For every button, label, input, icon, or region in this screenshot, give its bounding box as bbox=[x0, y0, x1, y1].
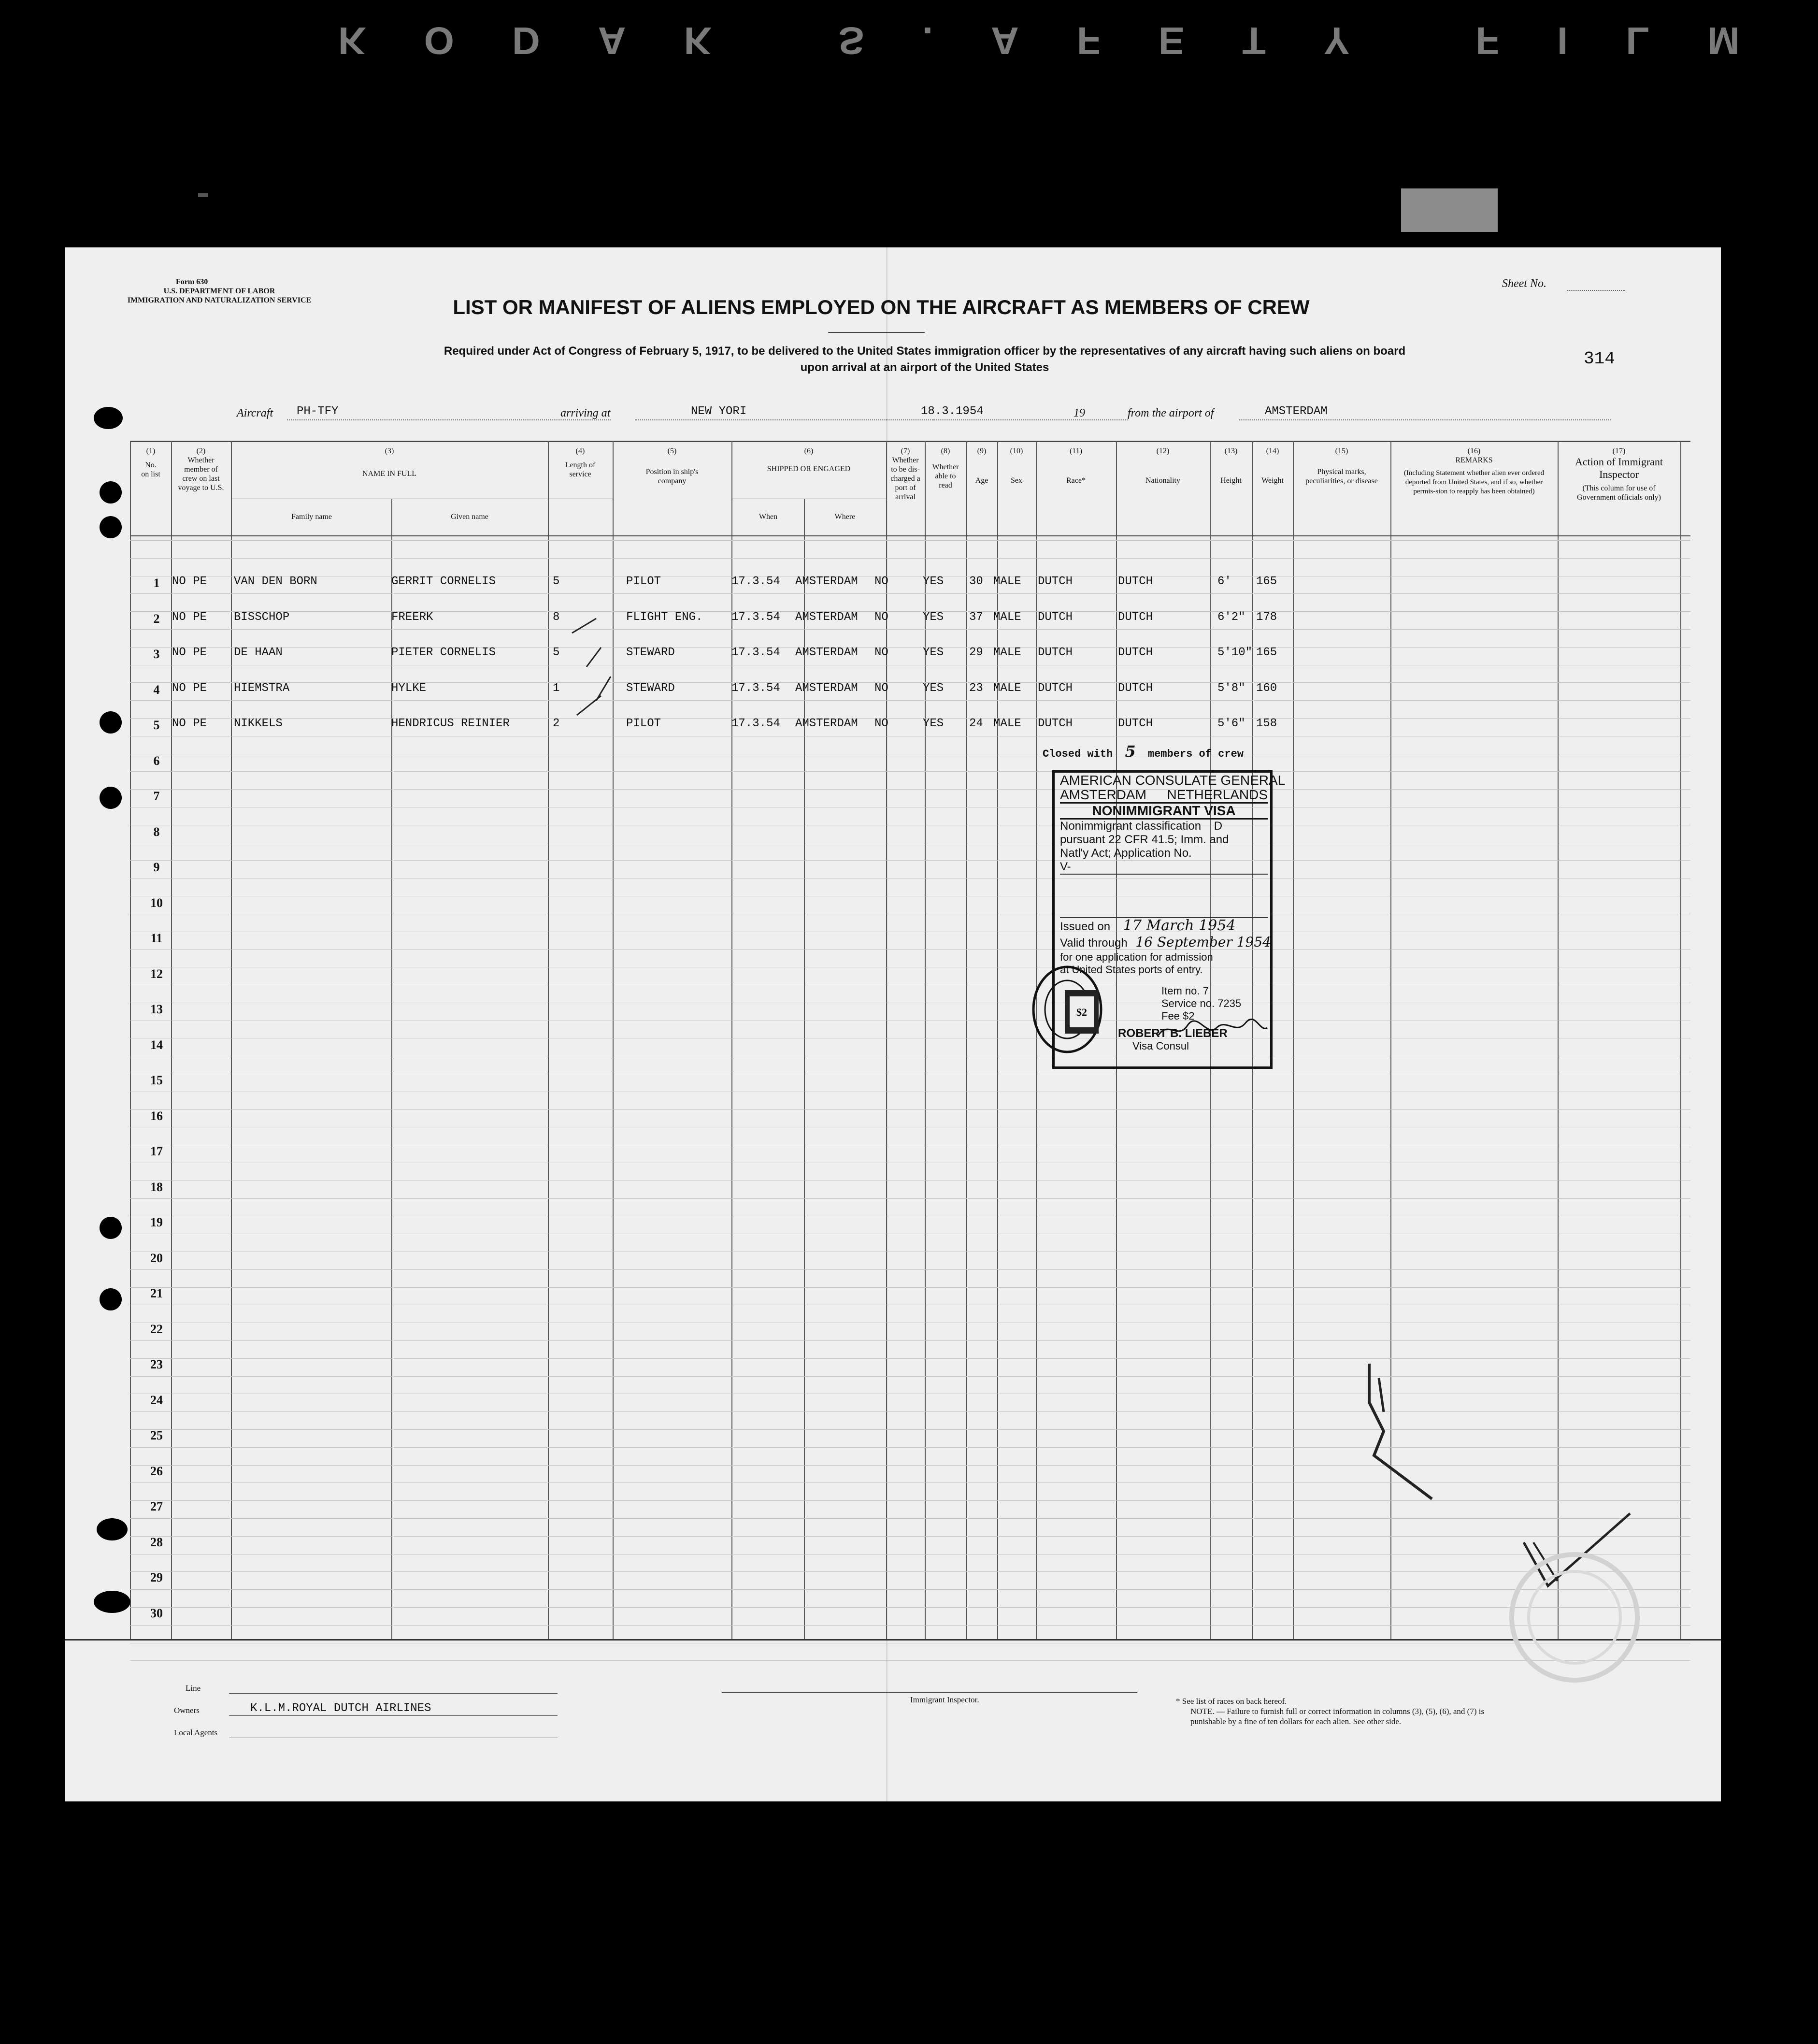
crew-height: 6'2" bbox=[1217, 610, 1245, 624]
row-rule bbox=[130, 1554, 1690, 1555]
visa-issued-date: 17 March 1954 bbox=[1123, 917, 1236, 934]
consulate-seal bbox=[1031, 964, 1103, 1055]
col11-num: (11) bbox=[1069, 447, 1083, 455]
punch-hole bbox=[94, 407, 123, 429]
col7-num: (7) bbox=[901, 447, 910, 455]
crew-service: 2 bbox=[553, 717, 560, 730]
crew-height: 6' bbox=[1217, 575, 1231, 588]
closed-with-note bbox=[1043, 742, 1244, 761]
col8-label: Whether able to read bbox=[932, 463, 959, 489]
table-top-rule bbox=[130, 441, 1690, 442]
crew-nationality: DUTCH bbox=[1118, 646, 1153, 659]
col10-header bbox=[998, 446, 1035, 485]
col13-label: Height bbox=[1220, 476, 1242, 485]
col2-num: (2) bbox=[196, 447, 206, 455]
col14-header bbox=[1253, 446, 1292, 485]
col15-label: Physical marks, peculiarities, or disease bbox=[1305, 468, 1378, 485]
crew-given-name: HENDRICUS REINIER bbox=[391, 717, 510, 730]
crew-read: YES bbox=[923, 646, 944, 659]
col1-num: (1) bbox=[146, 447, 156, 455]
crew-where: AMSTERDAM bbox=[795, 646, 858, 659]
crew-position: STEWARD bbox=[626, 681, 675, 695]
crew-last-voyage: NO PE bbox=[172, 575, 207, 588]
col16-header bbox=[1391, 446, 1557, 496]
row-rule bbox=[130, 1625, 1690, 1626]
col17-header bbox=[1559, 446, 1679, 502]
row-rule bbox=[130, 647, 1690, 648]
visa-line6: Natl'y Act; Application No. bbox=[1060, 847, 1192, 860]
visa-class-label: Nonimmigrant classification bbox=[1060, 820, 1202, 833]
row-rule bbox=[130, 629, 1690, 630]
visa-line5: pursuant 22 CFR 41.5; Imm. and bbox=[1060, 833, 1229, 846]
visa-line4 bbox=[1060, 820, 1268, 833]
film-edge-marking: KODAK S.AFETY FILM bbox=[338, 19, 1798, 62]
crew-race: DUTCH bbox=[1038, 717, 1073, 730]
row-rule bbox=[130, 1518, 1690, 1519]
row-number: 27 bbox=[150, 1499, 163, 1513]
footnote-penalty-2: punishable by a fine of ten dollars for each alien. See other side. bbox=[1190, 1717, 1402, 1726]
row-rule bbox=[130, 1536, 1690, 1537]
crew-nationality: DUTCH bbox=[1118, 610, 1153, 624]
crew-where: AMSTERDAM bbox=[795, 610, 858, 624]
crew-when: 17.3.54 bbox=[731, 681, 780, 695]
crew-last-voyage: NO PE bbox=[172, 681, 207, 695]
film-tab bbox=[1401, 188, 1498, 232]
crew-service: 5 bbox=[553, 646, 560, 659]
punch-hole bbox=[97, 1518, 128, 1540]
row-number: 21 bbox=[150, 1286, 163, 1300]
subtitle-line1: Required under Act of Congress of February 5, 1917, to be delivered to the United States immigration officer by the representatives of any aircraft having such aliens on board bbox=[444, 345, 1406, 358]
row-number: 28 bbox=[150, 1535, 163, 1549]
row-number: 23 bbox=[150, 1357, 163, 1371]
visa-city: AMSTERDAM bbox=[1060, 787, 1146, 802]
col5-header bbox=[614, 446, 730, 486]
row-rule bbox=[130, 1358, 1690, 1359]
row-number: 22 bbox=[150, 1322, 163, 1336]
col13-header bbox=[1211, 446, 1251, 485]
col3a-label: Family name bbox=[291, 513, 332, 521]
film-tick bbox=[198, 193, 208, 197]
crew-discharged: NO bbox=[874, 717, 888, 730]
visa-line10: for one application for admission bbox=[1060, 951, 1213, 963]
visa-issued-label: Issued on bbox=[1060, 920, 1111, 933]
row-rule bbox=[130, 682, 1690, 683]
crew-discharged: NO bbox=[874, 610, 888, 624]
crew-position: STEWARD bbox=[626, 646, 675, 659]
row-rule bbox=[130, 593, 1690, 594]
crew-read: YES bbox=[923, 717, 944, 730]
row-number: 1 bbox=[153, 576, 160, 590]
row-rule bbox=[130, 1429, 1690, 1430]
embossed-seal bbox=[1504, 1547, 1645, 1687]
col4-label: Length of service bbox=[565, 461, 596, 478]
col9-num: (9) bbox=[977, 447, 987, 455]
crew-family-name: HIEMSTRA bbox=[234, 681, 290, 695]
crew-age: 24 bbox=[969, 717, 983, 730]
col16-label: REMARKS bbox=[1455, 456, 1493, 464]
punch-hole bbox=[100, 1217, 122, 1239]
arriving-value: NEW YORI bbox=[691, 405, 747, 418]
form-header bbox=[123, 277, 316, 305]
visa-issued bbox=[1060, 918, 1268, 935]
col12-header bbox=[1117, 446, 1209, 485]
col4-header bbox=[549, 446, 612, 479]
col2-header bbox=[172, 446, 230, 492]
row-rule bbox=[130, 1660, 1690, 1661]
col-border-16 bbox=[1558, 441, 1559, 1639]
row-rule bbox=[130, 789, 1690, 790]
row-rule bbox=[130, 1607, 1690, 1608]
row-rule bbox=[130, 1411, 1690, 1412]
col6-num: (6) bbox=[804, 447, 814, 455]
visa-fee: Fee $2 bbox=[1161, 1010, 1195, 1022]
crew-height: 5'6" bbox=[1217, 717, 1245, 730]
crew-race: DUTCH bbox=[1038, 610, 1073, 624]
row-number: 18 bbox=[150, 1180, 163, 1194]
row-number: 30 bbox=[150, 1606, 163, 1620]
crew-given-name: PIETER CORNELIS bbox=[391, 646, 496, 659]
crew-service: 1 bbox=[553, 681, 560, 695]
col5-label: Position in ship's company bbox=[645, 468, 699, 485]
col-border-3a bbox=[391, 499, 392, 1639]
row-rule bbox=[130, 1109, 1690, 1110]
punch-hole bbox=[100, 481, 122, 504]
row-rule bbox=[130, 1340, 1690, 1341]
from-label: from the airport of bbox=[1128, 407, 1214, 419]
col16-num: (16) bbox=[1467, 447, 1481, 455]
row-number: 9 bbox=[153, 860, 160, 874]
manifest-sheet bbox=[65, 247, 1721, 1801]
col9-label: Age bbox=[975, 476, 988, 485]
crew-read: YES bbox=[923, 575, 944, 588]
punch-hole bbox=[100, 711, 122, 734]
check-marks-service bbox=[567, 614, 616, 720]
crew-weight: 178 bbox=[1256, 610, 1277, 624]
crew-when: 17.3.54 bbox=[731, 646, 780, 659]
visa-line1: AMERICAN CONSULATE GENERAL bbox=[1060, 773, 1286, 788]
crew-weight: 165 bbox=[1256, 646, 1277, 659]
inspector-line bbox=[722, 1692, 1137, 1693]
crew-discharged: NO bbox=[874, 575, 888, 588]
agents-label: Local Agents bbox=[174, 1728, 218, 1737]
row-number: 11 bbox=[150, 931, 163, 945]
col8-header bbox=[926, 446, 965, 490]
row-number: 13 bbox=[150, 1002, 163, 1016]
row-rule bbox=[130, 1376, 1690, 1377]
crew-when: 17.3.54 bbox=[731, 575, 780, 588]
page-number: 314 bbox=[1584, 349, 1615, 369]
crew-family-name: NIKKELS bbox=[234, 717, 283, 730]
dept-name: U.S. DEPARTMENT OF LABOR bbox=[163, 287, 275, 295]
col10-num: (10) bbox=[1010, 447, 1023, 455]
aircraft-value: PH-TFY bbox=[297, 405, 339, 418]
col3-header bbox=[232, 446, 547, 478]
line-field bbox=[229, 1693, 558, 1694]
col6-header bbox=[732, 446, 885, 474]
crew-race: DUTCH bbox=[1038, 646, 1073, 659]
row-number: 19 bbox=[150, 1215, 163, 1229]
crew-service: 5 bbox=[553, 575, 560, 588]
col3b-label: Given name bbox=[451, 513, 488, 521]
punch-hole bbox=[100, 787, 122, 809]
col11-header bbox=[1037, 446, 1115, 485]
row-number: 3 bbox=[153, 647, 160, 661]
crew-sex: MALE bbox=[993, 610, 1021, 624]
crew-last-voyage: NO PE bbox=[172, 646, 207, 659]
col5-num: (5) bbox=[667, 447, 677, 455]
crew-height: 5'10" bbox=[1217, 646, 1253, 659]
crew-read: YES bbox=[923, 610, 944, 624]
crew-family-name: VAN DEN BORN bbox=[234, 575, 317, 588]
visa-valid-date: 16 September 1954 bbox=[1135, 934, 1271, 950]
col11-label: Race* bbox=[1066, 476, 1086, 485]
footnote-races: * See list of races on back hereof. bbox=[1176, 1697, 1287, 1706]
visa-line3: NONIMMIGRANT VISA bbox=[1060, 802, 1268, 820]
row-rule bbox=[130, 1447, 1690, 1448]
svg-text:$2: $2 bbox=[1076, 1006, 1087, 1018]
row-number: 5 bbox=[153, 718, 160, 732]
col16-note: (Including Statement whether alien ever ordered deported from United States, and if so, whether permis-sion to reapply has been obtained) bbox=[1403, 469, 1545, 495]
row-number: 15 bbox=[150, 1073, 163, 1087]
row-rule bbox=[130, 718, 1690, 719]
crew-discharged: NO bbox=[874, 681, 888, 695]
col6-label: SHIPPED OR ENGAGED bbox=[767, 465, 851, 473]
sheet-no-line bbox=[1567, 290, 1625, 291]
inspector-label: Immigrant Inspector. bbox=[910, 1695, 979, 1704]
arrival-date: 18.3.1954 bbox=[921, 405, 984, 418]
col12-label: Nationality bbox=[1145, 476, 1180, 485]
crew-age: 29 bbox=[969, 646, 983, 659]
row-rule bbox=[130, 771, 1690, 772]
col-border-8 bbox=[966, 441, 967, 1639]
row-rule bbox=[130, 1589, 1690, 1590]
crew-weight: 160 bbox=[1256, 681, 1277, 695]
crew-sex: MALE bbox=[993, 717, 1021, 730]
crew-age: 37 bbox=[969, 610, 983, 624]
aircraft-label: Aircraft bbox=[237, 407, 273, 419]
table-bottom-rule bbox=[65, 1639, 1721, 1641]
crew-weight: 165 bbox=[1256, 575, 1277, 588]
row-number: 8 bbox=[153, 824, 160, 839]
col17-label: Action of Immigrant Inspector bbox=[1575, 456, 1663, 480]
row-number: 12 bbox=[150, 966, 163, 981]
crew-family-name: BISSCHOP bbox=[234, 610, 290, 624]
closed-with-count: 5 bbox=[1125, 742, 1136, 761]
owners-label: Owners bbox=[174, 1706, 200, 1715]
closed-with-pre: Closed with bbox=[1043, 748, 1113, 760]
from-line bbox=[1239, 419, 1611, 420]
crew-sex: MALE bbox=[993, 575, 1021, 588]
visa-line11: at United States ports of entry. bbox=[1060, 964, 1203, 976]
crew-service: 8 bbox=[553, 610, 560, 624]
arriving-label: arriving at bbox=[560, 407, 611, 419]
row-number: 24 bbox=[150, 1393, 163, 1407]
col1-header bbox=[131, 446, 170, 479]
col2-label: Whether member of crew on last voyage to U.S. bbox=[178, 456, 224, 492]
crew-where: AMSTERDAM bbox=[795, 575, 858, 588]
crew-nationality: DUTCH bbox=[1118, 717, 1153, 730]
col10-label: Sex bbox=[1011, 476, 1022, 485]
punch-hole bbox=[94, 1591, 130, 1613]
crew-family-name: DE HAAN bbox=[234, 646, 283, 659]
crew-discharged: NO bbox=[874, 646, 888, 659]
crew-age: 23 bbox=[969, 681, 983, 695]
crew-position: PILOT bbox=[626, 575, 661, 588]
col17-num: (17) bbox=[1612, 447, 1626, 455]
line-label: Line bbox=[186, 1684, 201, 1693]
col14-label: Weight bbox=[1261, 476, 1284, 485]
row-rule bbox=[130, 949, 1690, 950]
col6b-label: Where bbox=[834, 513, 856, 521]
crew-height: 5'8" bbox=[1217, 681, 1245, 695]
col-border-6a bbox=[804, 499, 805, 1639]
row-rule bbox=[130, 1180, 1690, 1181]
crew-weight: 158 bbox=[1256, 717, 1277, 730]
row-number: 14 bbox=[150, 1037, 163, 1052]
owners-field bbox=[229, 1715, 558, 1716]
punch-hole bbox=[100, 516, 122, 538]
col17-note: (This column for use of Government officials only) bbox=[1577, 484, 1661, 502]
row-number: 4 bbox=[153, 682, 160, 697]
row-rule bbox=[130, 540, 1690, 541]
sheet-label: Sheet No. bbox=[1502, 277, 1546, 290]
row-number: 17 bbox=[150, 1144, 163, 1158]
row-rule bbox=[130, 700, 1690, 701]
row-rule bbox=[130, 558, 1690, 559]
visa-officer-title: Visa Consul bbox=[1132, 1040, 1189, 1052]
col-border-17 bbox=[1680, 441, 1681, 1639]
crew-given-name: GERRIT CORNELIS bbox=[391, 575, 496, 588]
col-border-14 bbox=[1293, 441, 1294, 1639]
crew-age: 30 bbox=[969, 575, 983, 588]
crew-where: AMSTERDAM bbox=[795, 681, 858, 695]
title-rule bbox=[828, 332, 925, 333]
row-rule bbox=[130, 860, 1690, 861]
row-number: 25 bbox=[150, 1428, 163, 1442]
crew-position: PILOT bbox=[626, 717, 661, 730]
col15-header bbox=[1294, 446, 1389, 486]
row-rule bbox=[130, 1269, 1690, 1270]
col13-num: (13) bbox=[1224, 447, 1238, 455]
crew-position: FLIGHT ENG. bbox=[626, 610, 703, 624]
col15-num: (15) bbox=[1335, 447, 1348, 455]
crew-last-voyage: NO PE bbox=[172, 717, 207, 730]
subtitle-line2: upon arrival at an airport of the United States bbox=[800, 361, 1049, 374]
row-number: 6 bbox=[153, 753, 160, 768]
closed-with-post: members of crew bbox=[1147, 748, 1244, 760]
row-number: 20 bbox=[150, 1251, 163, 1265]
visa-line7: V- bbox=[1060, 860, 1268, 875]
crew-given-name: FREERK bbox=[391, 610, 433, 624]
owners-value: K.L.M.ROYAL DUTCH AIRLINES bbox=[250, 1702, 431, 1715]
row-rule bbox=[130, 1198, 1690, 1199]
row-number: 10 bbox=[150, 895, 163, 910]
crew-where: AMSTERDAM bbox=[795, 717, 858, 730]
visa-stamp bbox=[1033, 770, 1286, 1069]
col-border-2 bbox=[231, 441, 232, 1639]
row-number: 29 bbox=[150, 1570, 163, 1584]
visa-service-no: Service no. 7235 bbox=[1161, 997, 1242, 1009]
row-number: 16 bbox=[150, 1108, 163, 1123]
from-airport: AMSTERDAM bbox=[1265, 405, 1328, 418]
col1-label: No. on list bbox=[141, 461, 160, 478]
col-border-3 bbox=[548, 441, 549, 1639]
crew-sex: MALE bbox=[993, 681, 1021, 695]
crew-race: DUTCH bbox=[1038, 575, 1073, 588]
page-title: LIST OR MANIFEST OF ALIENS EMPLOYED ON THE AIRCRAFT AS MEMBERS OF CREW bbox=[453, 296, 1310, 318]
row-number: 26 bbox=[150, 1464, 163, 1478]
col12-num: (12) bbox=[1156, 447, 1170, 455]
footnote-penalty: NOTE. — Failure to furnish full or correct information in columns (3), (5), (6), and (7) is bbox=[1190, 1707, 1485, 1716]
visa-item: Item no. 7 bbox=[1161, 985, 1209, 997]
crew-race: DUTCH bbox=[1038, 681, 1073, 695]
crew-when: 17.3.54 bbox=[731, 717, 780, 730]
visa-officer: ROBERT B. LIEBER bbox=[1118, 1027, 1228, 1040]
year-label: 19 bbox=[1074, 407, 1085, 419]
header-bottom-rule bbox=[130, 535, 1690, 536]
visa-country: NETHERLANDS bbox=[1167, 787, 1268, 802]
form-number: Form 630 bbox=[176, 278, 208, 286]
visa-line2 bbox=[1060, 788, 1268, 802]
crew-sex: MALE bbox=[993, 646, 1021, 659]
corner-mark bbox=[1355, 1359, 1451, 1513]
subtitle bbox=[224, 343, 1625, 376]
visa-blank bbox=[1060, 875, 1268, 918]
row-rule bbox=[130, 1571, 1690, 1572]
row-rule bbox=[130, 1465, 1690, 1466]
visa-valid-label: Valid through bbox=[1060, 936, 1128, 950]
service-name: IMMIGRATION AND NATURALIZATION SERVICE bbox=[127, 296, 312, 304]
crew-when: 17.3.54 bbox=[731, 610, 780, 624]
crew-read: YES bbox=[923, 681, 944, 695]
date-line bbox=[886, 419, 1128, 420]
row-number: 7 bbox=[153, 789, 160, 803]
col3-label: NAME IN FULL bbox=[362, 470, 416, 478]
crew-given-name: HYLKE bbox=[391, 681, 427, 695]
col4-num: (4) bbox=[575, 447, 585, 455]
visa-class: D bbox=[1214, 820, 1223, 833]
col-border-0 bbox=[130, 441, 131, 1639]
crew-nationality: DUTCH bbox=[1118, 681, 1153, 695]
consul-signature bbox=[1154, 1016, 1270, 1045]
row-number: 2 bbox=[153, 611, 160, 626]
col14-num: (14) bbox=[1266, 447, 1279, 455]
col9-header bbox=[967, 446, 996, 485]
col3-num: (3) bbox=[385, 447, 394, 455]
crew-nationality: DUTCH bbox=[1118, 575, 1153, 588]
punch-hole bbox=[100, 1288, 122, 1310]
col7-header bbox=[887, 446, 924, 502]
col6a-label: When bbox=[759, 513, 778, 521]
visa-valid bbox=[1060, 934, 1271, 951]
crew-last-voyage: NO PE bbox=[172, 610, 207, 624]
footnotes bbox=[1161, 1696, 1484, 1727]
col8-num: (8) bbox=[941, 447, 950, 455]
row-rule bbox=[130, 1500, 1690, 1501]
row-rule bbox=[130, 611, 1690, 612]
row-rule bbox=[130, 1287, 1690, 1288]
col7-label: Whether to be dis-charged a port of arrival bbox=[890, 456, 920, 501]
